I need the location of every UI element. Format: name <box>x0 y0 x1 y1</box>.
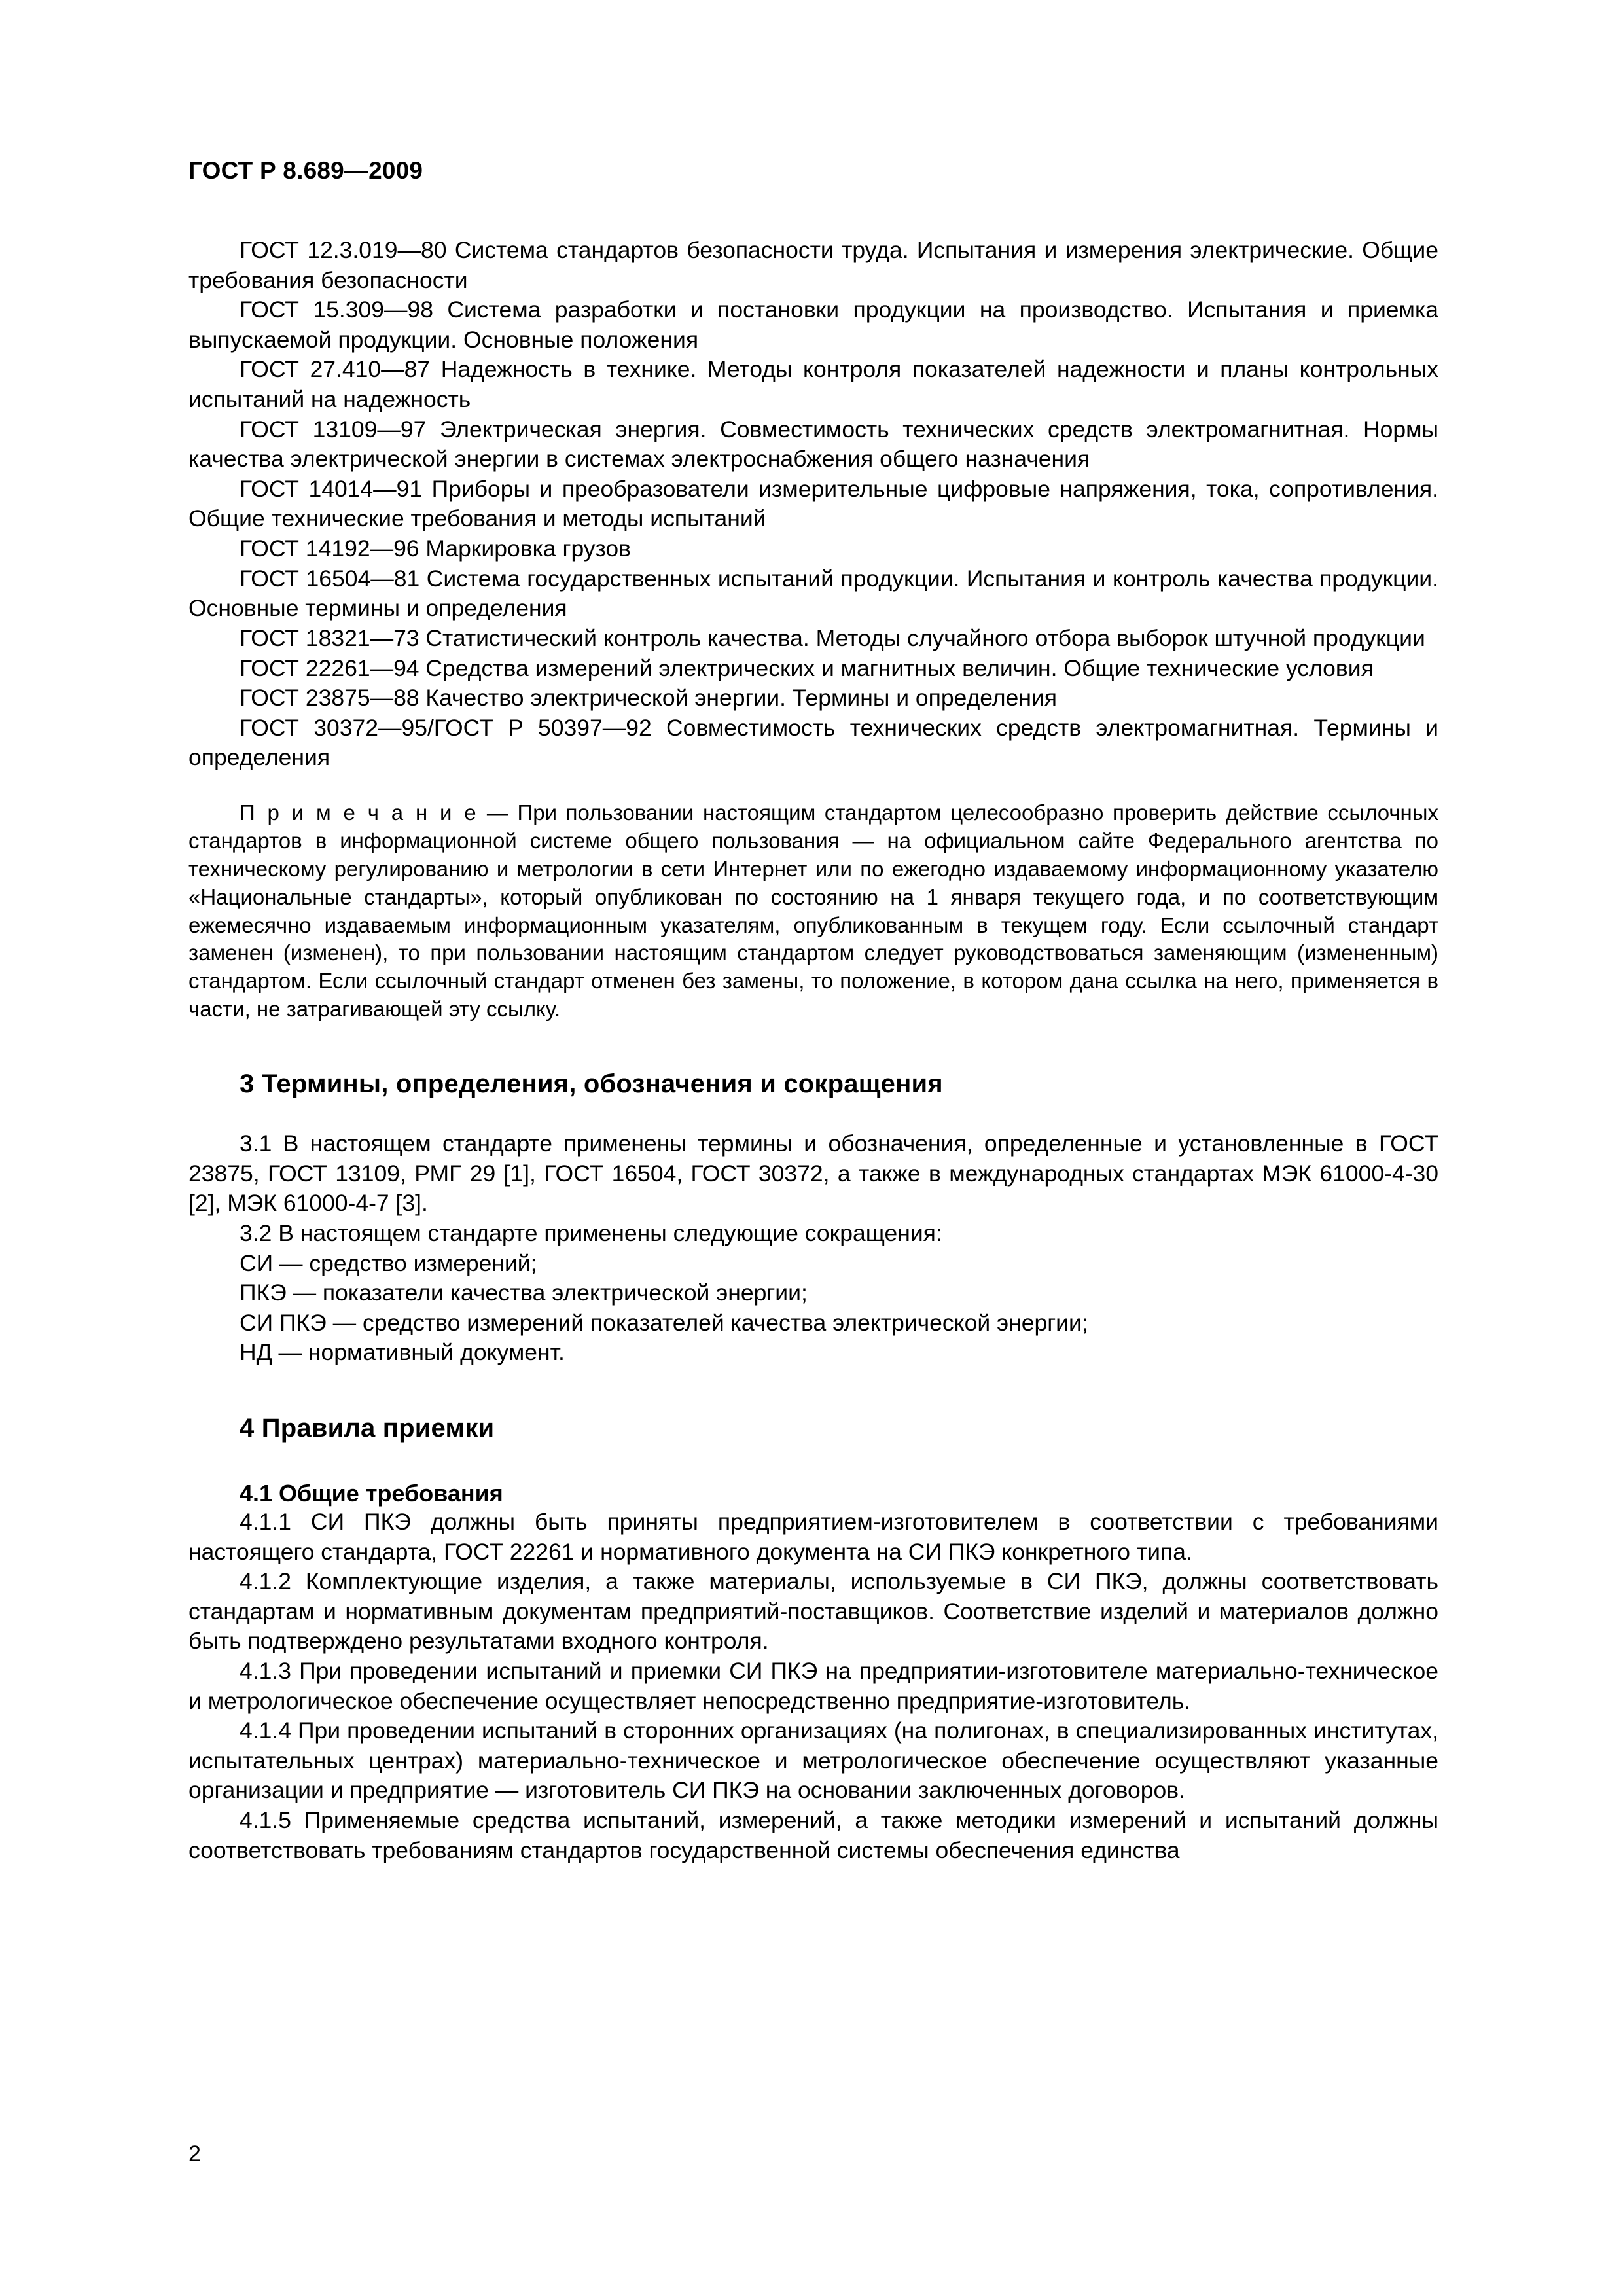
paragraph-4-1-5: 4.1.5 Применяемые средства испытаний, измерений, а также методики измерений и испытаний должны соответствовать требованиям стандартов государственной системы обеспечения единства <box>188 1807 1438 1863</box>
reference-item: ГОСТ 22261—94 Средства измерений электрических и магнитных величин. Общие технические условия <box>240 655 1374 681</box>
reference-item: ГОСТ 13109—97 Электрическая энергия. Совместимость технических средств электромагнитная. Нормы качества электрической энергии в системах электроснабжения общего назначения <box>188 416 1438 473</box>
page-header: ГОСТ Р 8.689—2009 <box>188 157 423 184</box>
reference-item: ГОСТ 30372—95/ГОСТ Р 50397—92 Совместимость технических средств электромагнитная. Термины и определения <box>188 714 1438 771</box>
paragraph-4-1-2: 4.1.2 Комплектующие изделия, а также материалы, используемые в СИ ПКЭ, должны соответствовать стандартам и нормативным документам предприятий-поставщиков. Соответствие изделий и материалов должно быть подтверждено результатами входного контроля. <box>188 1568 1438 1655</box>
section-heading-3: 3 Термины, определения, обозначения и сокращения <box>240 1069 943 1099</box>
abbreviation-item: СИ — средство измерений; <box>240 1249 537 1276</box>
page-content <box>188 157 1438 1865</box>
reference-item: ГОСТ 15.309—98 Система разработки и постановки продукции на производство. Испытания и приемка выпускаемой продукции. Основные положения <box>188 296 1438 353</box>
reference-item: ГОСТ 12.3.019—80 Система стандартов безопасности труда. Испытания и измерения электрические. Общие требования безопасности <box>188 237 1438 293</box>
abbreviation-item: СИ ПКЭ — средство измерений показателей качества электрической энергии; <box>240 1309 1088 1336</box>
section-heading-4: 4 Правила приемки <box>240 1413 495 1443</box>
subsection-heading-4-1: 4.1 Общие требования <box>240 1479 503 1507</box>
reference-item: ГОСТ 23875—88 Качество электрической энергии. Термины и определения <box>240 685 1057 711</box>
reference-item: ГОСТ 14192—96 Маркировка грузов <box>240 535 632 562</box>
reference-item: ГОСТ 27.410—87 Надежность в технике. Методы контроля показателей надежности и планы контрольных испытаний на надежность <box>188 356 1438 413</box>
abbreviation-item: НД — нормативный документ. <box>240 1339 565 1366</box>
paragraph-4-1-4: 4.1.4 При проведении испытаний в сторонних организациях (на полигонах, в специализированных институтах, испытательных центрах) материально-техническое и метрологическое обеспечение осуществляют указанные организации и предприятие — изготовитель СИ ПКЭ на основании заключенных договоров. <box>188 1717 1438 1804</box>
note-text: — При пользовании настоящим стандартом целесообразно проверить действие ссылочных стандартов в информационной системе общего пользования — на официальном сайте Федерального агентства по техническому регулированию и метрологии в сети Интернет или по ежегодно издаваемому информационному указателю «Национальные стандарты», который опубликован по состоянию на 1 января текущего года, и по соответствующим ежемесячно издаваемым информационным указателям, опубликованным в текущем году. Если ссылочный стандарт заменен (изменен), то при пользовании настоящим стандартом следует руководствоваться заменяющим (измененным) стандартом. Если ссылочный стандарт отменен без замены, то положение, в котором дана ссылка на него, применяется в части, не затрагивающей эту ссылку. <box>188 800 1438 1022</box>
abbreviation-item: ПКЭ — показатели качества электрической энергии; <box>240 1280 808 1306</box>
paragraph-3-1: 3.1 В настоящем стандарте применены термины и обозначения, определенные и установленные в ГОСТ 23875, ГОСТ 13109, РМГ 29 [1], ГОСТ 16504, ГОСТ 30372, а также в международных стандартах МЭК 61000-4-30 [2], МЭК 61000-4-7 [3]. <box>188 1130 1438 1217</box>
paragraph-4-1-1: 4.1.1 СИ ПКЭ должны быть приняты предприятием-изготовителем в соответствии с требованиями настоящего стандарта, ГОСТ 22261 и нормативного документа на СИ ПКЭ конкретного типа. <box>188 1508 1438 1565</box>
reference-item: ГОСТ 16504—81 Система государственных испытаний продукции. Испытания и контроль качества продукции. Основные термины и определения <box>188 565 1438 622</box>
paragraph-4-1-3: 4.1.3 При проведении испытаний и приемки СИ ПКЭ на предприятии-изготовителе материально-техническое и метрологическое обеспечение осуществляет непосредственно предприятие-изготовитель. <box>188 1658 1438 1714</box>
paragraph-3-2: 3.2 В настоящем стандарте применены следующие сокращения: <box>240 1219 942 1246</box>
note-label: П р и м е ч а н и е <box>240 800 478 825</box>
note-block <box>188 799 1438 1024</box>
page-number: 2 <box>188 2142 201 2166</box>
reference-item: ГОСТ 14014—91 Приборы и преобразователи измерительные цифровые напряжения, тока, сопротивления. Общие технические требования и методы испытаний <box>188 475 1438 532</box>
reference-item: ГОСТ 18321—73 Статистический контроль качества. Методы случайного отбора выборок штучной продукции <box>240 624 1425 651</box>
